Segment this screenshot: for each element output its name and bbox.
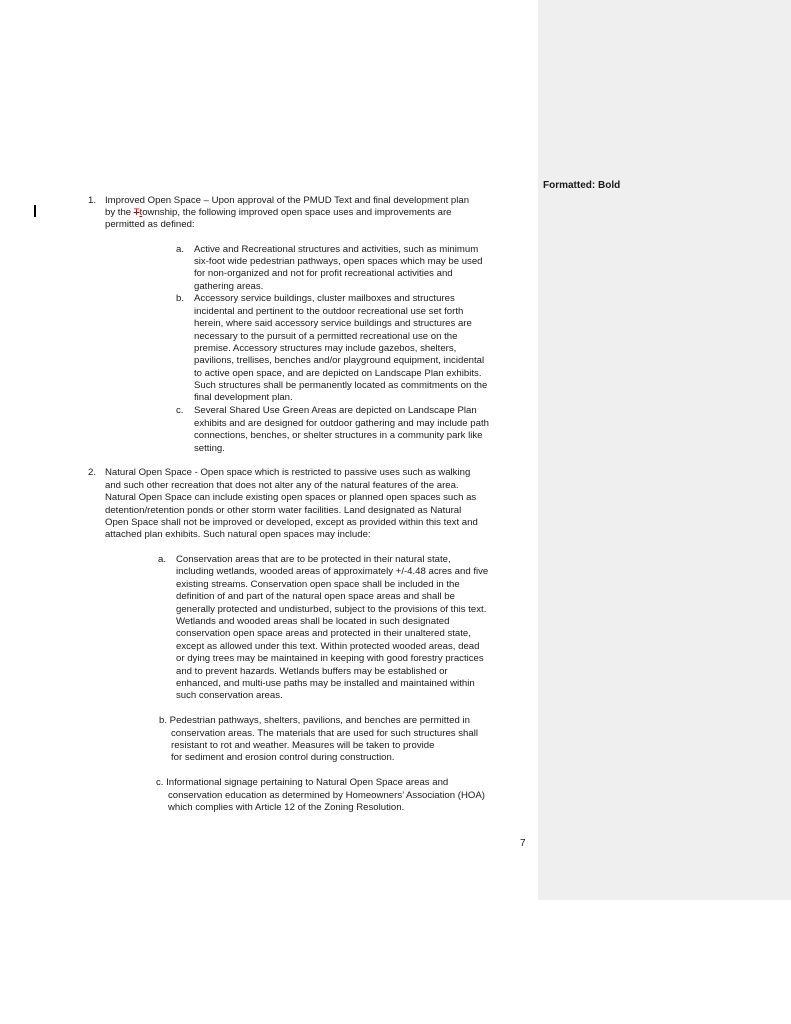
subitem-line: pavilions, trellises, benches and/or playground equipment, incidental [194, 355, 485, 366]
formatting-balloon[interactable]: Formatted: Bold [543, 180, 621, 191]
subitem-line: or dying trees may be maintained in keeping with good forestry practices [176, 653, 484, 664]
subitem-line: premise. Accessory structures may include gazebos, shelters, [194, 343, 457, 354]
subitem-line: necessary to the pursuit of a permitted recreational use on the [194, 331, 458, 342]
subitem-line: enhanced, and multi-use paths may be installed and maintained within [176, 678, 475, 689]
subitem-marker: a. [176, 244, 185, 255]
subitem-line: c. Informational signage pertaining to Natural Open Space areas and [156, 777, 449, 788]
subitem-line: Active and Recreational structures and activities, such as minimum [194, 244, 479, 255]
item-2-line: attached plan exhibits. Such natural open spaces may include: [105, 529, 371, 540]
item-1-line: Improved Open Space – Upon approval of the PMUD Text and final development plan [105, 195, 470, 206]
item-1-line: permitted as defined: [105, 219, 195, 230]
subitem-line: b. Pedestrian pathways, shelters, pavilions, and benches are permitted in [159, 715, 470, 726]
subitem-line: generally protected and undisturbed, subject to the provisions of this text. [176, 604, 487, 615]
subitem-line: setting. [194, 443, 225, 454]
subitem-line: Accessory service buildings, cluster mailboxes and structures [194, 293, 455, 304]
subitem-marker: c. [176, 405, 184, 416]
subitem-line: for sediment and erosion control during construction. [171, 752, 395, 763]
subitem-line: Conservation areas that are to be protected in their natural state, [176, 554, 451, 565]
subitem-line: conservation areas. The materials that are used for such structures shall [171, 728, 478, 739]
item-1-number: 1. [88, 195, 97, 206]
subitem-line: for non-organized and not for profit recreational activities and [194, 268, 453, 279]
subitem-marker: b. [176, 293, 185, 304]
change-bar [34, 205, 36, 217]
subitem-line: Wetlands and wooded areas shall be located in such designated [176, 616, 450, 627]
subitem-line: including wetlands, wooded areas of approximately +/-4.48 acres and five [176, 566, 489, 577]
item-2-number: 2. [88, 467, 97, 478]
subitem-line: Several Shared Use Green Areas are depicted on Landscape Plan [194, 405, 477, 416]
tracked-insertion[interactable]: t [139, 207, 143, 218]
subitem-line: which complies with Article 12 of the Zoning Resolution. [168, 802, 405, 813]
subitem-line: definition of and part of the natural open space areas and shall be [176, 591, 455, 602]
subitem-line: herein, where said accessory service buildings and structures are [194, 318, 472, 329]
subitem-line: conservation education as determined by Homeowners’ Association (HOA) [168, 790, 485, 801]
subitem-line: incidental and pertinent to the outdoor recreational use set forth [194, 306, 464, 317]
item-2-line: detention/retention ponds or other storm water facilities. Land designated as Natural [105, 505, 462, 516]
item-2-line: Natural Open Space - Open space which is restricted to passive uses such as walking [105, 467, 471, 478]
subitem-line: conservation open space areas and protected in their unaltered state, [176, 628, 471, 639]
subitem-line: connections, benches, or shelter structures in a community park like [194, 430, 483, 441]
item-1-line2-before: by the [105, 207, 134, 218]
item-2-line: Open Space shall not be improved or developed, except as provided within this text and [105, 517, 478, 528]
subitem-line: such conservation areas. [176, 690, 283, 701]
item-1-line2-after: ownship, the following improved open space uses and improvements are [142, 207, 452, 218]
subitem-line: except as allowed under this text. Within protected wooded areas, dead [176, 641, 480, 652]
subitem-line: to active open space, and are depicted on Landscape Plan exhibits. [194, 368, 482, 379]
item-1-line [105, 207, 452, 219]
subitem-line: resistant to rot and weather. Measures will be taken to provide [171, 740, 435, 751]
subitem-line: six-foot wide pedestrian pathways, open spaces which may be used [194, 256, 483, 267]
subitem-marker: a. [158, 554, 167, 565]
page-number: 7 [520, 838, 526, 849]
subitem-line: existing streams. Conservation open space shall be included in the [176, 579, 460, 590]
tracked-deletion[interactable]: T [133, 207, 140, 218]
subitem-line: and to prevent hazards. Wetlands buffers may be established or [176, 666, 448, 677]
item-2-line: and such other recreation that does not alter any of the natural features of the area. [105, 480, 459, 491]
item-2-line: Natural Open Space can include existing open spaces or planned open spaces such as [105, 492, 477, 503]
subitem-line: Such structures shall be permanently located as commitments on the [194, 380, 488, 391]
subitem-line: exhibits and are designed for outdoor gathering and may include path [194, 418, 489, 429]
comment-pane [538, 0, 791, 900]
subitem-line: final development plan. [194, 392, 293, 403]
subitem-line: gathering areas. [194, 281, 264, 292]
